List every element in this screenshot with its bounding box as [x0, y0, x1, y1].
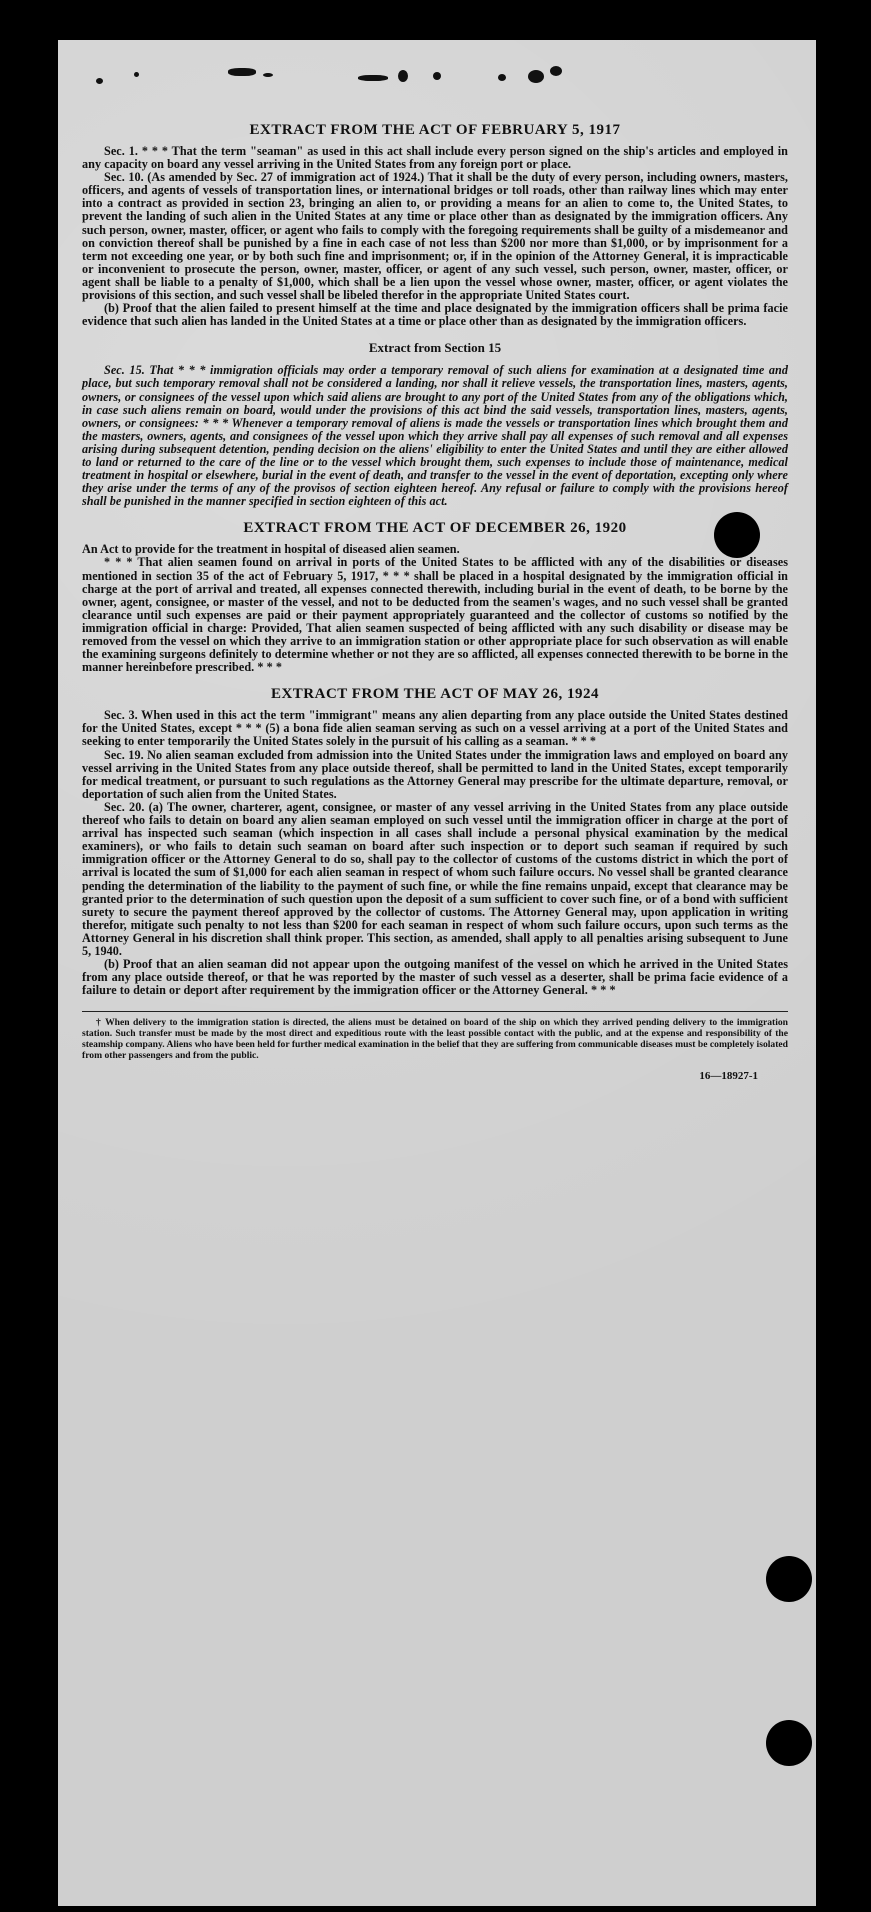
section-3: Sec. 3. When used in this act the term "immigrant" means any alien departing from any place outside the United States destined for the United States, except * * * (5) a bona fide alien seaman serving as such on a vessel arriving at a port of the United States and seeking to enter temporarily the United States solely in the pursuit of his calling as a seaman. * * *	[82, 708, 788, 749]
heading-act-1924: EXTRACT FROM THE ACT OF MAY 26, 1924	[270, 686, 600, 703]
punch-hole	[766, 1720, 812, 1766]
section-15: Sec. 15. That * * * immigration officials may order a temporary removal of such aliens for examination at a designated time and place, but such temporary removal shall not be considered a landing, nor shall it relieve vessels, the transportation lines, masters, agents, owners, or consignees of the vessel upon which said aliens are brought to any port of the United States from any of the obligations which, in case such aliens remain on board, would under the provisions of this act bind the said vessels, transportation lines, masters, agents, owners, or consignees: * * * Whenever a temporary removal of aliens is made the vessels or transportation lines which brought them and the masters, owners, agents, and consignees of the vessel upon which they arrive shall pay all expenses of such removal and all expenses arising during subsequent detention, pending decision on the aliens' eligibility to enter the United States and until they are either allowed to land or returned to the care of the line or to the vessel which brought them, such expenses to include those of maintenance, medical treatment in hospital or elsewhere, burial in the event of death, and transfer to the vessel in the event of deportation, excepting only where they arise under the terms of any of the provisos of section eighteen hereof. Any refusal or failure to comply with the provisions hereof shall be punished in the manner specified in section eighteen of this act.	[82, 363, 788, 509]
section-1: Sec. 1. * * * That the term "seaman" as used in this act shall include every person signed on the ship's articles and employed in any capacity on board any vessel arriving in the United States from any foreign port or place.	[82, 144, 788, 172]
document-page	[58, 40, 816, 1906]
act-1920-title: An Act to provide for the treatment in hospital of diseased alien seamen.	[82, 542, 460, 557]
footnote: † When delivery to the immigration station is directed, the aliens must be detained on board of the ship on which they arrived pending delivery to the immigration station. Such transfer must be made by the most direct and expeditious route with the least possible contact with the public, and at the expense and responsibility of the steamship company. Aliens who have been held for further medical examination in the belief that they are suffering from communicable diseases must be completely isolated from other passengers and from the public.	[82, 1011, 788, 1061]
ink-smudge	[398, 70, 408, 82]
ink-smudge	[498, 74, 506, 81]
ink-smudge	[433, 72, 441, 80]
document-body	[82, 122, 788, 1082]
form-number: 16—18927-1	[699, 1069, 758, 1082]
section-10-b: (b) Proof that the alien failed to present himself at the time and place designated by the immigration officers shall be prima facie evidence that such alien has landed in the United States at a time or place other than as designated by the immigration officers.	[82, 301, 788, 329]
section-10: Sec. 10. (As amended by Sec. 27 of immigration act of 1924.) That it shall be the duty of every person, including owners, masters, officers, and agents of vessels of transportation lines, or international bridges or toll roads, other than railway lines which may enter into a contract as provided in section 23, bringing an alien to, or providing a means for an alien to come to, the United States, to prevent the landing of such alien in the United States at any time or place other than as designated by the immigration officers. Any such person, owner, master, officer, or agent who fails to comply with the foregoing requirements shall be guilty of a misdemeanor and on conviction thereof shall be punished by a fine in each case of not less than $200 nor more than $1,000, or by imprisonment for a term not exceeding one year, or by both such fine and imprisonment; or, if in the opinion of the Attorney General, it is impracticable or inconvenient to prosecute the person, owner, master, officer, or agent of any such vessel, such person, owner, master, officer, or agent shall be liable to a penalty of $1,000, which shall be a lien upon the vessel whose owner, master, officer, or agent violates the provisions of this section, and such vessel shall be libeled therefor in the appropriate United States court.	[82, 170, 788, 303]
act-1920-text: * * * That alien seamen found on arrival in ports of the United States to be afflicted with any of the disabilities or diseases mentioned in section 35 of the act of February 5, 1917, * * * shall be placed in a hospital designated by the immigration official in charge at the port of arrival and treated, all expenses connected therewith, including burial in the event of death, to be borne by the owner, agent, consignee, or master of the vessel, and not to be deducted from the seamen's wages, and no such vessel shall be granted clearance until such expenses are paid or their payment appropriately guaranteed and the collector of customs so notified by the immigration official in charge: Provided, That alien seamen suspected of being afflicted with any such disability or disease may be removed from the vessel on which they arrive to an immigration station or other appropriate place for such observation as will enable the examining surgeons definitely to determine whether or not they are so afflicted, all expenses connected therewith to be borne in the manner hereinbefore prescribed. * * *	[82, 555, 788, 675]
ink-smudge	[228, 68, 256, 76]
section-20-b: (b) Proof that an alien seaman did not appear upon the outgoing manifest of the vessel on which he arrived in the United States from any place outside thereof, or that he was reported by the master of such vessel as a deserter, shall be prima facie evidence of a failure to detain or deport after requirement by the immigration officer or the Attorney General. * * *	[82, 957, 788, 998]
ink-smudge	[96, 78, 103, 84]
heading-act-1917: EXTRACT FROM THE ACT OF FEBRUARY 5, 1917	[249, 122, 621, 138]
ink-smudge	[263, 73, 273, 77]
heading-section-15: Extract from Section 15	[368, 340, 502, 356]
section-20: Sec. 20. (a) The owner, charterer, agent, consignee, or master of any vessel arriving in the United States from any place outside thereof who fails to detain on board any alien seaman employed on such vessel until the immigration officer in charge at the port of arrival has inspected such seaman (which inspection in all cases shall include a personal physical examination by the medical examiners), or who fails to detain such seaman on board after such inspection or to deport such seaman if required by such immigration officer or the Attorney General to do so, shall pay to the collector of customs of the customs district in which the port of arrival is located the sum of $1,000 for each alien seaman in respect of whom such failure occurs. No vessel shall be granted clearance pending the determination of the liability to the payment of such fine, or while the fine remains unpaid, except that clearance may be granted prior to the determination of such question upon the deposit of a sum sufficient to cover such fine, or of a bond with sufficient surety to secure the payment thereof approved by the collector of customs. The Attorney General may, upon application in writing therefor, mitigate such penalty to not less than $200 for each seaman in respect of whom such failure occurs, upon such terms as the Attorney General in his discretion shall think proper. This section, as amended, shall apply to all penalties arising subsequent to June 5, 1940.	[82, 799, 788, 958]
heading-act-1920: EXTRACT FROM THE ACT OF DECEMBER 26, 1920	[243, 520, 627, 537]
ink-smudge	[134, 72, 139, 77]
punch-hole	[766, 1556, 812, 1602]
ink-smudge	[550, 66, 562, 76]
section-19: Sec. 19. No alien seaman excluded from admission into the United States under the immigration laws and employed on board any vessel arriving in the United States from any place outside thereof, shall be permitted to land in the United States, except temporarily for medical treatment, or pursuant to such regulations as the Attorney General may prescribe for the ultimate departure, removal, or deportation of such alien from the United States.	[82, 747, 788, 801]
ink-smudge	[358, 75, 388, 81]
ink-smudge	[528, 70, 544, 83]
